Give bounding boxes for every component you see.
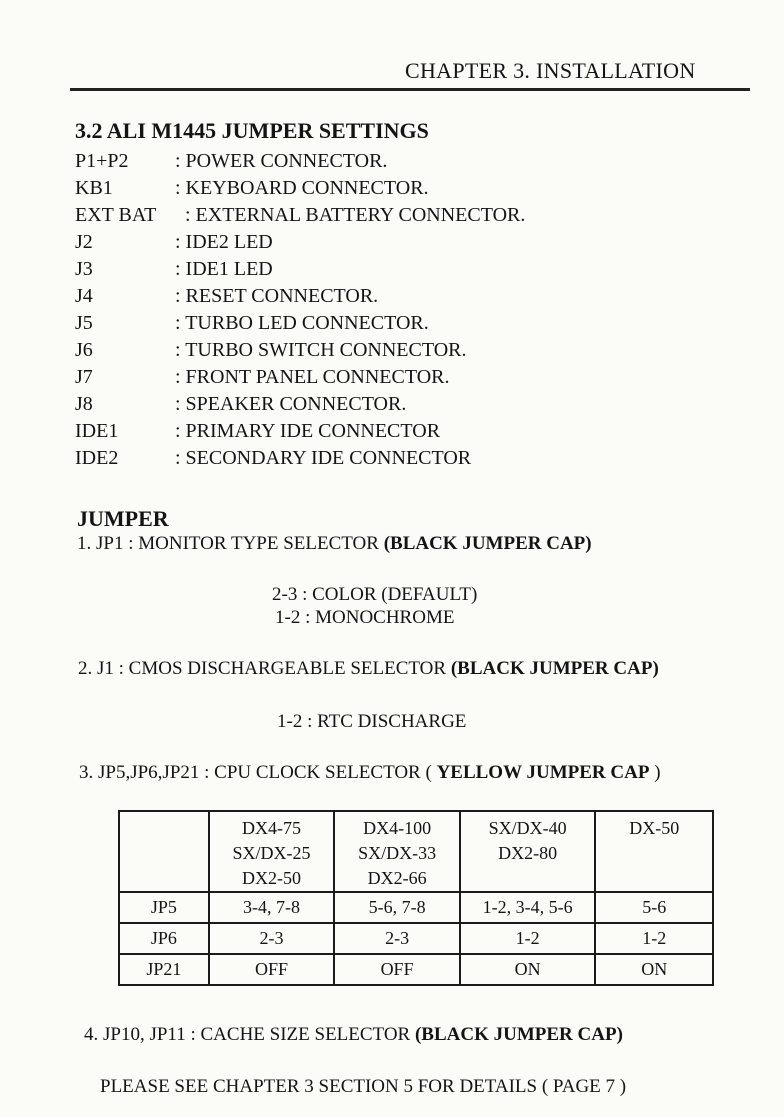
connector-key: J5 (75, 312, 93, 334)
table-header-cell (460, 811, 596, 892)
connector-row (75, 312, 715, 339)
chapter-header: CHAPTER 3. INSTALLATION (405, 58, 696, 83)
jumper-item-3-text: 3. JP5,JP6,JP21 : CPU CLOCK SELECTOR ( (79, 762, 437, 783)
jumper-item-4 (84, 1024, 623, 1046)
footer-note: PLEASE SEE CHAPTER 3 SECTION 5 FOR DETAILS ( PAGE 7 ) (100, 1076, 627, 1097)
connector-row (75, 366, 715, 393)
connector-row (75, 420, 715, 447)
connector-desc: : TURBO SWITCH CONNECTOR. (175, 339, 467, 361)
table-cell: ON (460, 954, 596, 985)
table-row (119, 954, 713, 985)
connector-key: IDE2 (75, 447, 119, 469)
header-rule (70, 88, 750, 91)
connector-key: J7 (75, 366, 93, 388)
table-cell: 3-4, 7-8 (209, 892, 335, 923)
cpu-type: DX2-66 (367, 868, 427, 888)
table-cell: 1-2 (595, 923, 713, 954)
connector-row (75, 447, 715, 474)
table-cell: 2-3 (209, 923, 335, 954)
connector-desc: : IDE2 LED (175, 231, 273, 253)
jumper-item-2-text: 2. J1 : CMOS DISCHARGEABLE SELECTOR (78, 658, 451, 679)
connector-key: J3 (75, 258, 93, 280)
cpu-type: DX4-75 (241, 818, 301, 838)
jumper-item-3 (79, 762, 661, 784)
jumper-item-1-cap: (BLACK JUMPER CAP) (383, 533, 592, 554)
cpu-type: DX-50 (629, 818, 680, 838)
connector-key: J8 (75, 393, 93, 415)
jumper-item-4-cap: (BLACK JUMPER CAP) (414, 1024, 623, 1045)
table-cell: 1-2, 3-4, 5-6 (460, 892, 596, 923)
cpu-type: DX2-50 (241, 868, 301, 888)
connector-desc: : FRONT PANEL CONNECTOR. (175, 366, 450, 388)
connector-row (75, 150, 715, 177)
table-header-cell (334, 811, 460, 892)
cpu-type: SX/DX-25 (232, 843, 311, 863)
table-corner-cell (119, 811, 209, 892)
table-header-row (119, 811, 713, 892)
connector-desc: : TURBO LED CONNECTOR. (175, 312, 429, 334)
table-cell: 2-3 (334, 923, 460, 954)
connector-key: KB1 (75, 177, 113, 199)
connector-key: EXT BAT (75, 204, 157, 226)
connector-desc: : POWER CONNECTOR. (175, 150, 388, 172)
jumper-item-4-text: 4. JP10, JP11 : CACHE SIZE SELECTOR (84, 1024, 415, 1045)
cpu-type: SX/DX-40 (488, 818, 567, 838)
section-title: 3.2 ALI M1445 JUMPER SETTINGS (75, 118, 429, 143)
connector-row (75, 177, 715, 204)
table-cell: ON (595, 954, 713, 985)
connector-row (75, 231, 715, 258)
jumper-heading: JUMPER (77, 506, 169, 531)
table-row (119, 892, 713, 923)
jumper-item-3-suffix: ) (649, 762, 661, 783)
connector-desc: : SPEAKER CONNECTOR. (175, 393, 407, 415)
jumper-item-1 (77, 533, 592, 555)
table-cell: OFF (334, 954, 460, 985)
table-cell: 1-2 (460, 923, 596, 954)
jumper-item-2 (78, 658, 659, 680)
connector-row (75, 393, 715, 420)
table-cell: 5-6 (595, 892, 713, 923)
table-row (119, 923, 713, 954)
connector-desc: : RESET CONNECTOR. (175, 285, 379, 307)
jumper-option: 2-3 : COLOR (DEFAULT) (272, 584, 478, 605)
jumper-item-1-text: 1. JP1 : MONITOR TYPE SELECTOR (77, 533, 384, 554)
table-header-cell (595, 811, 713, 892)
connector-key: J6 (75, 339, 93, 361)
jumper-item-3-cap: YELLOW JUMPER CAP (436, 762, 650, 783)
connector-desc: : KEYBOARD CONNECTOR. (175, 177, 429, 199)
connector-row (75, 258, 715, 285)
connector-row (75, 339, 715, 366)
cpu-type: DX4-100 (363, 818, 432, 838)
jumper-option: 1-2 : MONOCHROME (275, 607, 455, 628)
connector-row (75, 204, 715, 231)
connector-desc: : EXTERNAL BATTERY CONNECTOR. (185, 204, 526, 226)
connector-row (75, 285, 715, 312)
jumper-option: 1-2 : RTC DISCHARGE (277, 711, 467, 732)
connector-key: J4 (75, 285, 93, 307)
cpu-type: SX/DX-33 (358, 843, 437, 863)
connector-desc: : PRIMARY IDE CONNECTOR (175, 420, 441, 442)
row-label: JP5 (119, 892, 209, 923)
connector-key: J2 (75, 231, 93, 253)
cpu-clock-table (118, 810, 714, 986)
connector-desc: : SECONDARY IDE CONNECTOR (175, 447, 472, 469)
connector-desc: : IDE1 LED (175, 258, 273, 280)
table-cell: OFF (209, 954, 335, 985)
cpu-type: DX2-80 (498, 843, 558, 863)
table-header-cell (209, 811, 335, 892)
row-label: JP21 (119, 954, 209, 985)
row-label: JP6 (119, 923, 209, 954)
jumper-item-2-cap: (BLACK JUMPER CAP) (450, 658, 659, 679)
connector-key: P1+P2 (75, 150, 129, 172)
table-cell: 5-6, 7-8 (334, 892, 460, 923)
connector-key: IDE1 (75, 420, 119, 442)
